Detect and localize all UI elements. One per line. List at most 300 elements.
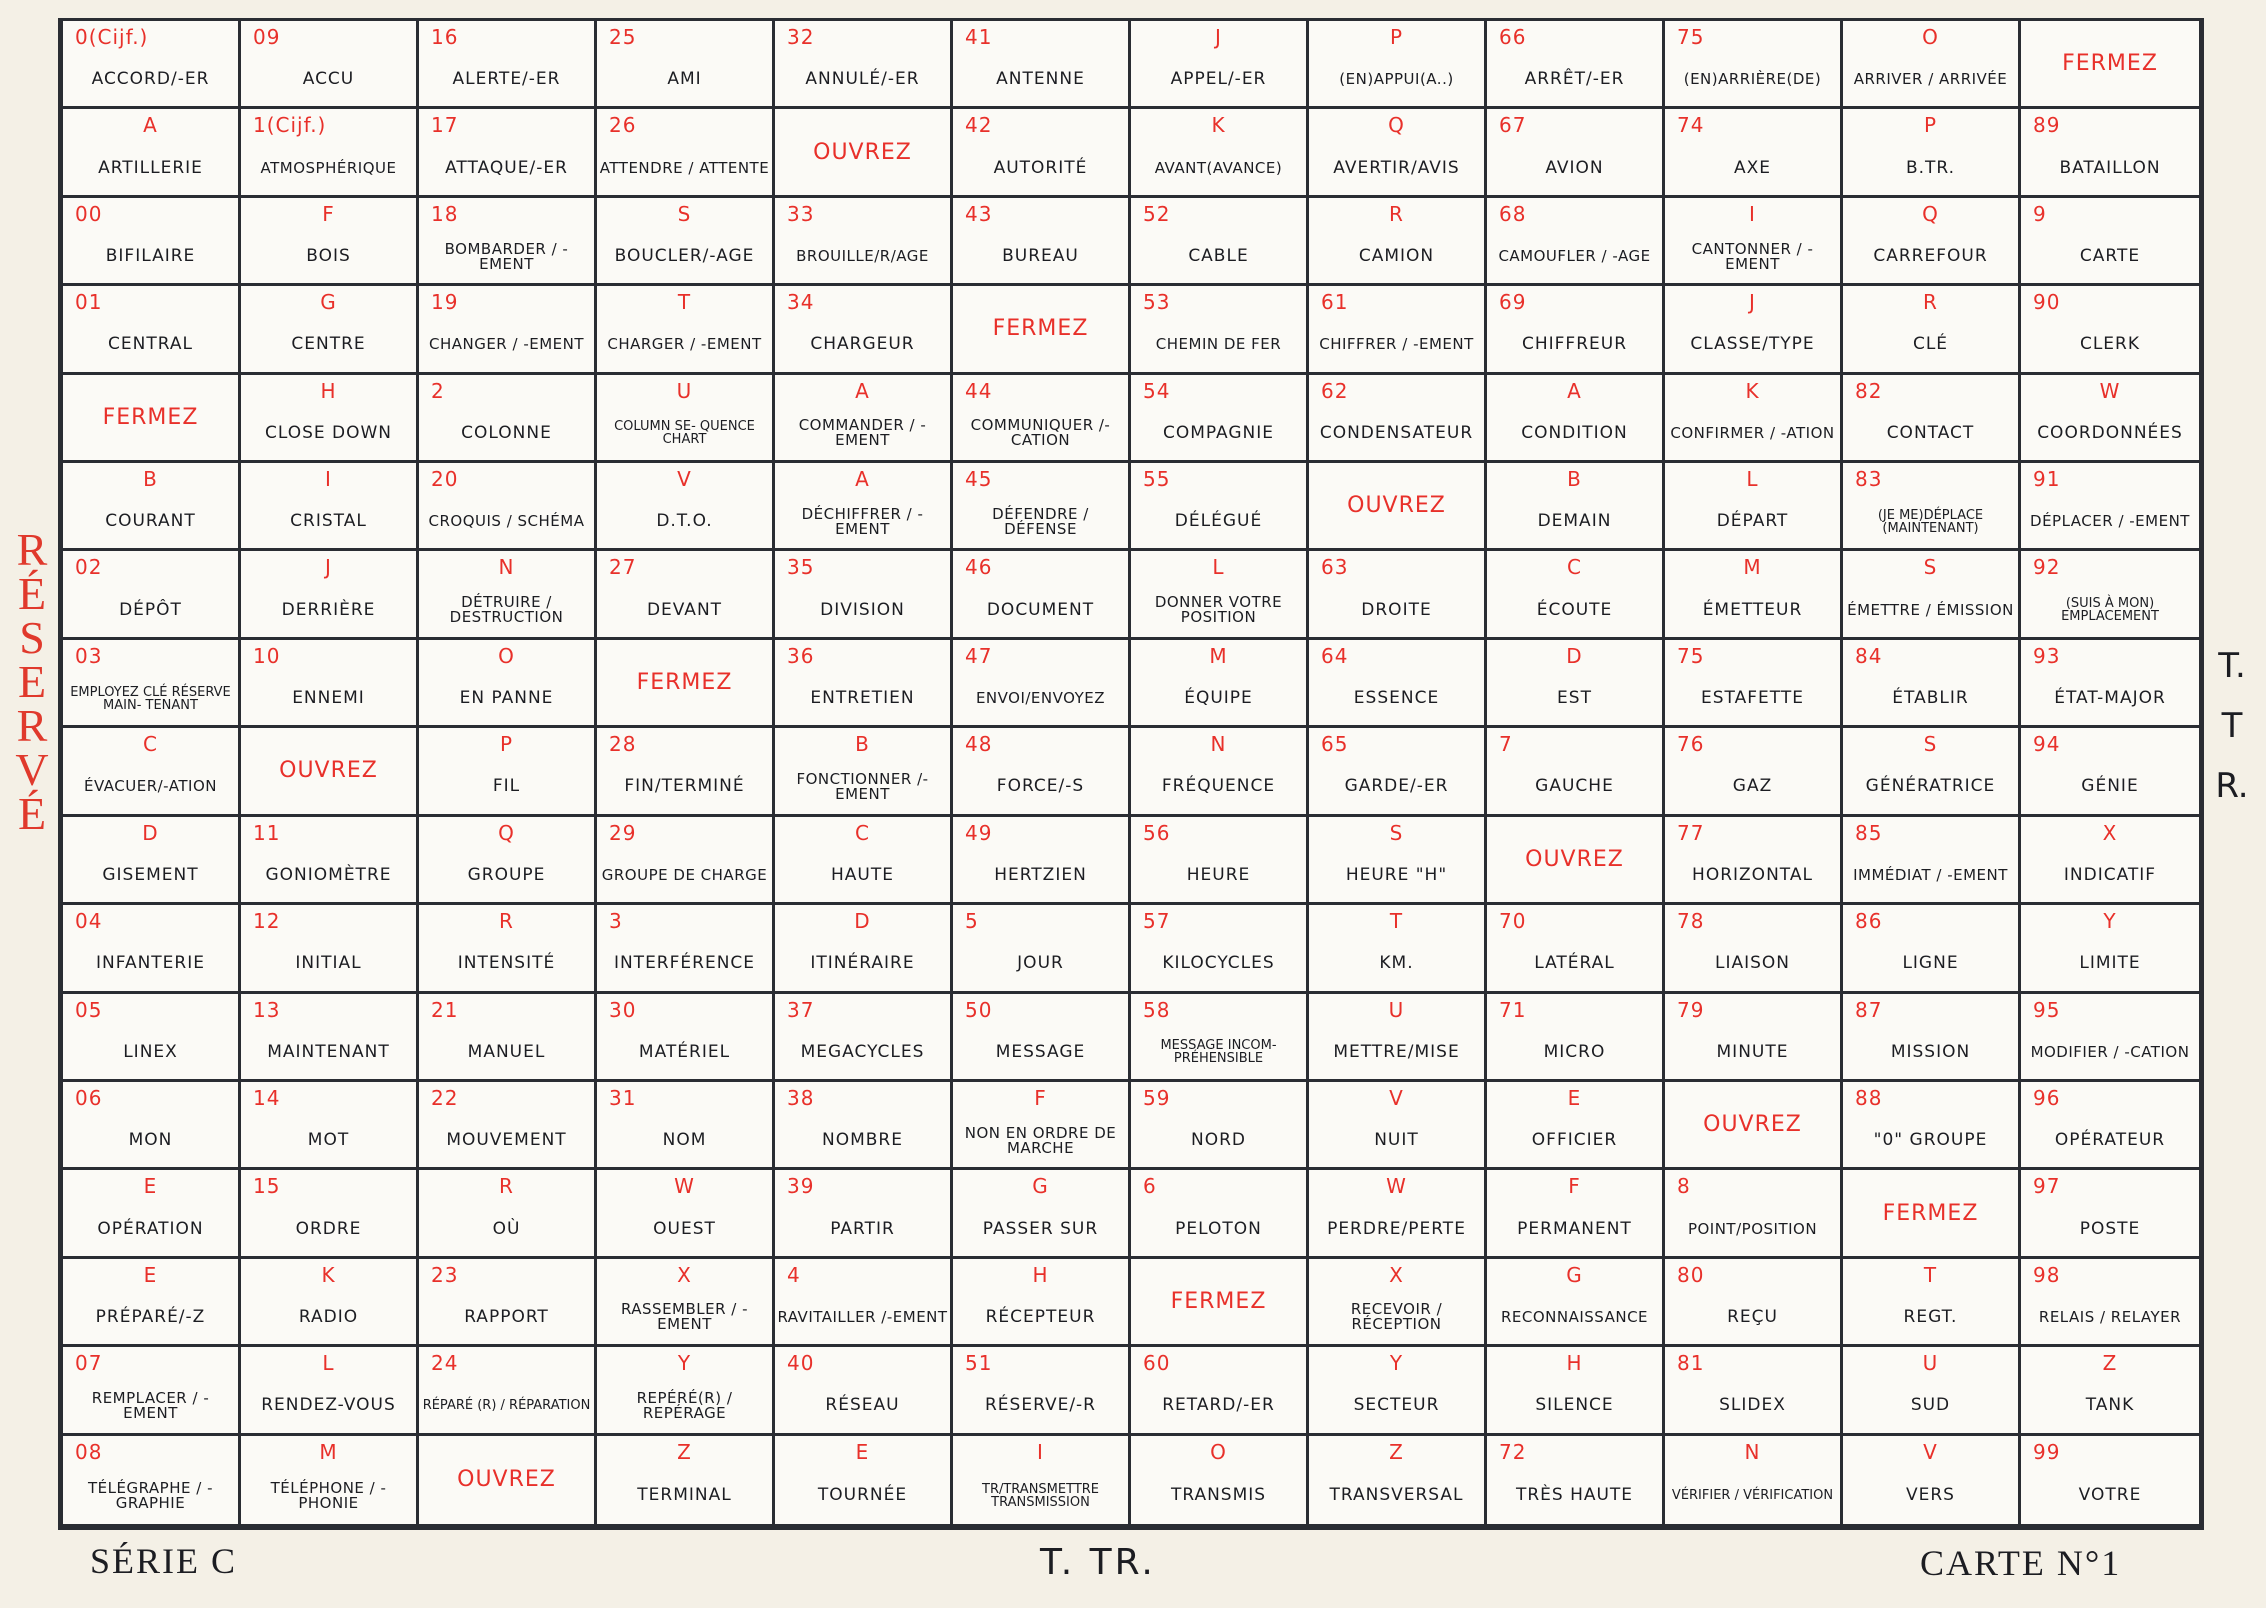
cell-word: FIN/TERMINÉ bbox=[624, 776, 745, 797]
cell-word: GÉNIE bbox=[2081, 776, 2139, 797]
cell-code: C bbox=[1567, 555, 1582, 580]
cell-word: EST bbox=[1557, 688, 1592, 709]
cell-code: F bbox=[322, 201, 335, 226]
code-cell bbox=[63, 463, 241, 551]
cell-code: D bbox=[142, 820, 159, 845]
cell-code: 66 bbox=[1499, 25, 1527, 49]
cell-word: ESSENCE bbox=[1353, 688, 1440, 709]
cell-code: 76 bbox=[1677, 732, 1705, 757]
cell-code: 83 bbox=[1855, 467, 1883, 492]
cell-word: PRÉPARÉ/-Z bbox=[95, 1306, 206, 1327]
code-cell bbox=[419, 1436, 597, 1524]
cell-word: ANNULÉ/-ER bbox=[805, 69, 920, 90]
code-cell bbox=[1309, 728, 1487, 816]
code-cell bbox=[1131, 817, 1309, 905]
cell-code: R bbox=[1923, 290, 1938, 315]
cell-word: RETARD/-ER bbox=[1162, 1395, 1275, 1416]
code-cell bbox=[1487, 1082, 1665, 1170]
cell-word: SECTEUR bbox=[1353, 1395, 1440, 1416]
cell-code: 36 bbox=[787, 643, 815, 668]
code-cell bbox=[775, 817, 953, 905]
cell-word: GISEMENT bbox=[102, 864, 199, 885]
code-cell bbox=[775, 21, 953, 109]
cell-word: LIAISON bbox=[1714, 953, 1791, 974]
cell-word: CHANGER / -EMENT bbox=[428, 335, 585, 354]
cell-word: PARTIR bbox=[830, 1218, 895, 1239]
code-cell bbox=[241, 905, 419, 993]
code-cell bbox=[775, 198, 953, 286]
cell-code: Y bbox=[2103, 909, 2117, 934]
code-cell bbox=[1131, 640, 1309, 728]
cell-word: OUVREZ bbox=[457, 1467, 556, 1493]
code-cell bbox=[775, 1259, 953, 1347]
cell-code: 22 bbox=[431, 1085, 459, 1110]
code-cell bbox=[775, 1347, 953, 1435]
cell-code: 02 bbox=[75, 555, 103, 580]
cell-code: 52 bbox=[1143, 201, 1171, 226]
cell-word: REMPLACER / -EMENT bbox=[91, 1388, 210, 1422]
code-cell bbox=[1665, 728, 1843, 816]
cell-word: ANTENNE bbox=[996, 69, 1085, 90]
cell-code: F bbox=[1034, 1085, 1047, 1110]
cell-code: R bbox=[1389, 201, 1404, 226]
cell-word: BOUCLER/-AGE bbox=[614, 246, 755, 267]
code-cell bbox=[1665, 198, 1843, 286]
cell-word: OUVREZ bbox=[1703, 1112, 1802, 1138]
code-cell bbox=[419, 286, 597, 374]
code-cell bbox=[1131, 1082, 1309, 1170]
cell-word: RAPPORT bbox=[464, 1306, 549, 1327]
cell-word: RENDEZ-VOUS bbox=[261, 1395, 396, 1416]
cell-word: MANUEL bbox=[467, 1041, 546, 1062]
code-cell bbox=[1131, 1170, 1309, 1258]
cell-code: Y bbox=[677, 1351, 692, 1376]
reserve-side-label bbox=[10, 524, 54, 839]
cell-code: 78 bbox=[1677, 909, 1705, 934]
cell-code: E bbox=[1567, 1085, 1582, 1110]
code-cell bbox=[953, 198, 1131, 286]
cell-word: NOM bbox=[662, 1130, 707, 1151]
cell-code: 21 bbox=[431, 997, 459, 1022]
cell-word: HEURE "H" bbox=[1345, 864, 1448, 885]
cell-word: METTRE/MISE bbox=[1333, 1041, 1460, 1062]
code-cell bbox=[775, 994, 953, 1082]
cell-code: T bbox=[1389, 909, 1404, 934]
ttr-letter: T bbox=[2221, 706, 2243, 746]
cell-code: 50 bbox=[965, 997, 993, 1022]
code-cell bbox=[63, 198, 241, 286]
carte-number: CARTE N°1 bbox=[1920, 1543, 2122, 1583]
cell-code: 79 bbox=[1677, 997, 1705, 1022]
cell-code: 98 bbox=[2033, 1262, 2061, 1287]
code-cell bbox=[63, 286, 241, 374]
cell-code: 16 bbox=[431, 25, 459, 49]
cell-code: G bbox=[1566, 1262, 1583, 1287]
code-cell bbox=[1487, 1259, 1665, 1347]
cell-code: 59 bbox=[1143, 1085, 1171, 1110]
code-cell bbox=[241, 640, 419, 728]
cell-word: INITIAL bbox=[295, 953, 362, 974]
code-cell bbox=[597, 728, 775, 816]
cell-code: E bbox=[855, 1439, 870, 1464]
cell-word: RELAIS / RELAYER bbox=[2038, 1307, 2182, 1326]
cell-code: O bbox=[1922, 25, 1939, 49]
cell-word: OPÉRATEUR bbox=[2054, 1130, 2166, 1151]
cell-word: B.TR. bbox=[1905, 157, 1956, 178]
code-cell bbox=[597, 1082, 775, 1170]
cell-word: GAZ bbox=[1732, 776, 1773, 797]
cell-code: S bbox=[1923, 555, 1938, 580]
cell-code: A bbox=[855, 467, 870, 492]
cell-word: CENTRAL bbox=[108, 334, 193, 355]
code-cell bbox=[1843, 551, 2021, 639]
cell-word: RADIO bbox=[298, 1306, 359, 1327]
cell-code: C bbox=[855, 820, 870, 845]
code-cell bbox=[1487, 905, 1665, 993]
cell-word: CRISTAL bbox=[290, 511, 367, 532]
cell-word: LIGNE bbox=[1902, 953, 1959, 974]
cell-code: 46 bbox=[965, 555, 993, 580]
code-cell bbox=[775, 905, 953, 993]
cell-code: 27 bbox=[609, 555, 637, 580]
cell-word: AVION bbox=[1545, 157, 1604, 178]
reserve-letter: E bbox=[17, 656, 47, 707]
cell-word: SLIDEX bbox=[1719, 1395, 1786, 1416]
code-cell bbox=[241, 551, 419, 639]
cell-code: R bbox=[499, 1174, 514, 1199]
cell-code: 12 bbox=[253, 909, 281, 934]
cell-word: LIMITE bbox=[2079, 953, 2141, 974]
cell-code: 3 bbox=[609, 909, 623, 934]
code-cell bbox=[2021, 375, 2199, 463]
code-cell bbox=[953, 1347, 1131, 1435]
cell-word: NUIT bbox=[1374, 1130, 1419, 1151]
cell-code: 91 bbox=[2033, 467, 2061, 492]
cell-word: CROQUIS / SCHÉMA bbox=[428, 512, 585, 531]
cell-code: A bbox=[855, 378, 870, 403]
cell-code: 00 bbox=[75, 201, 103, 226]
cell-word: MOT bbox=[307, 1130, 350, 1151]
cell-code: 26 bbox=[609, 113, 637, 138]
cell-word: MEGACYCLES bbox=[800, 1041, 925, 1062]
cell-word: LINEX bbox=[123, 1041, 178, 1062]
cell-word: INDICATIF bbox=[2063, 864, 2157, 885]
cell-code: 45 bbox=[965, 467, 993, 492]
code-cell bbox=[1487, 109, 1665, 197]
cell-word: COORDONNÉES bbox=[2037, 422, 2183, 443]
code-cell bbox=[597, 1259, 775, 1347]
cell-code: X bbox=[677, 1262, 692, 1287]
code-cell bbox=[1309, 1259, 1487, 1347]
cell-code: 40 bbox=[787, 1351, 815, 1376]
cell-word: DÉPLACER / -EMENT bbox=[2030, 512, 2190, 531]
cell-code: W bbox=[2099, 378, 2121, 403]
cell-word: TRÈS HAUTE bbox=[1515, 1485, 1634, 1506]
cell-code: 95 bbox=[2033, 997, 2061, 1022]
code-cell bbox=[419, 1082, 597, 1170]
cell-word: VÉRIFIER / VÉRIFICATION bbox=[1671, 1488, 1834, 1504]
code-cell bbox=[1309, 817, 1487, 905]
code-cell bbox=[1665, 1436, 1843, 1524]
code-cell bbox=[1487, 286, 1665, 374]
cell-code: N bbox=[1210, 732, 1227, 757]
cell-word: HEURE bbox=[1186, 864, 1251, 885]
cell-code: 74 bbox=[1677, 113, 1705, 138]
cell-code: B bbox=[1567, 467, 1582, 492]
cell-code: 62 bbox=[1321, 378, 1349, 403]
cell-code: 04 bbox=[75, 909, 103, 934]
code-cell bbox=[1843, 994, 2021, 1082]
cell-word: CONDITION bbox=[1521, 422, 1628, 443]
code-cell bbox=[775, 1436, 953, 1524]
code-cell bbox=[1487, 640, 1665, 728]
code-cell bbox=[1131, 198, 1309, 286]
cell-code: 09 bbox=[253, 25, 281, 49]
cell-word: ITINÉRAIRE bbox=[810, 953, 915, 974]
cell-code: 48 bbox=[965, 732, 993, 757]
code-cell bbox=[241, 994, 419, 1082]
cell-code: H bbox=[320, 378, 337, 403]
cell-code: T bbox=[1923, 1262, 1938, 1287]
code-cell bbox=[63, 1082, 241, 1170]
cell-code: 15 bbox=[253, 1174, 281, 1199]
cell-code: B bbox=[855, 732, 870, 757]
cell-word: MAINTENANT bbox=[267, 1041, 390, 1062]
cell-code: X bbox=[2102, 820, 2118, 845]
code-cell bbox=[63, 728, 241, 816]
cell-word: AVANT(AVANCE) bbox=[1154, 158, 1283, 177]
cell-code: 63 bbox=[1321, 555, 1349, 580]
code-cell bbox=[1665, 905, 1843, 993]
cell-word: LATÉRAL bbox=[1534, 953, 1615, 974]
cell-word: REGT. bbox=[1903, 1306, 1958, 1327]
cell-word: JOUR bbox=[1017, 953, 1064, 974]
code-cell bbox=[1131, 21, 1309, 109]
code-cell bbox=[1487, 21, 1665, 109]
code-cell bbox=[63, 109, 241, 197]
code-cell bbox=[1843, 198, 2021, 286]
code-cell bbox=[1131, 375, 1309, 463]
cell-word: RÉSEAU bbox=[825, 1395, 900, 1416]
cell-word: MESSAGE bbox=[995, 1041, 1086, 1062]
code-cell bbox=[1309, 109, 1487, 197]
code-cell bbox=[1309, 375, 1487, 463]
code-cell bbox=[1309, 640, 1487, 728]
cell-word: DÉLÉGUÉ bbox=[1174, 511, 1263, 532]
cell-code: 24 bbox=[431, 1351, 459, 1376]
cell-word: IMMÉDIAT / -EMENT bbox=[1853, 865, 2008, 884]
code-cell bbox=[597, 109, 775, 197]
cell-code: 92 bbox=[2033, 555, 2061, 580]
cell-word: PELOTON bbox=[1175, 1218, 1262, 1239]
code-cell bbox=[63, 1259, 241, 1347]
cell-code: E bbox=[143, 1262, 158, 1287]
cell-code: I bbox=[1749, 201, 1756, 226]
cell-word: FONCTIONNER /-EMENT bbox=[796, 769, 929, 803]
cell-word: HORIZONTAL bbox=[1692, 864, 1813, 885]
cell-code: K bbox=[1745, 378, 1760, 403]
cell-code: 11 bbox=[253, 820, 281, 845]
cell-word: PERDRE/PERTE bbox=[1327, 1218, 1466, 1239]
cell-word: INTENSITÉ bbox=[457, 953, 556, 974]
cell-code: 53 bbox=[1143, 290, 1171, 315]
cell-word: INFANTERIE bbox=[96, 953, 205, 974]
cell-code: 85 bbox=[1855, 820, 1883, 845]
cell-word: PERMANENT bbox=[1517, 1218, 1632, 1239]
cell-word: MATÉRIEL bbox=[638, 1041, 731, 1062]
code-cell bbox=[953, 728, 1131, 816]
cell-code: 93 bbox=[2033, 643, 2061, 668]
cell-code: O bbox=[1210, 1439, 1227, 1464]
code-cell bbox=[1665, 551, 1843, 639]
code-cell bbox=[1131, 286, 1309, 374]
code-cell bbox=[1487, 728, 1665, 816]
cell-word: CHARGER / -EMENT bbox=[607, 335, 762, 354]
cell-code: 44 bbox=[965, 378, 993, 403]
cell-word: FORCE/-S bbox=[996, 776, 1085, 797]
cell-word: VERS bbox=[1906, 1485, 1955, 1506]
cell-word: MICRO bbox=[1543, 1041, 1606, 1062]
code-cell bbox=[1487, 1170, 1665, 1258]
cell-code: S bbox=[677, 201, 692, 226]
code-cell bbox=[1665, 994, 1843, 1082]
cell-word: ORDRE bbox=[295, 1218, 362, 1239]
code-cell bbox=[1843, 640, 2021, 728]
cell-word: MINUTE bbox=[1716, 1041, 1789, 1062]
cell-code: 33 bbox=[787, 201, 815, 226]
code-cell bbox=[241, 1170, 419, 1258]
cell-word: BATAILLON bbox=[2059, 157, 2161, 178]
code-cell bbox=[775, 551, 953, 639]
cell-word: CAMION bbox=[1358, 246, 1435, 267]
reserve-letter: R bbox=[16, 700, 48, 751]
code-cell bbox=[1487, 198, 1665, 286]
code-cell bbox=[419, 1170, 597, 1258]
cell-word: FERMEZ bbox=[1170, 1288, 1267, 1314]
cell-word: TRANSVERSAL bbox=[1329, 1485, 1464, 1506]
cell-word: GARDE/-ER bbox=[1344, 776, 1449, 797]
code-cell bbox=[1665, 1082, 1843, 1170]
cell-code: T bbox=[677, 290, 692, 315]
cell-code: 30 bbox=[609, 997, 637, 1022]
cell-code: 67 bbox=[1499, 113, 1527, 138]
code-cell bbox=[953, 1082, 1131, 1170]
cell-code: P bbox=[1389, 25, 1404, 49]
code-cell bbox=[1487, 1347, 1665, 1435]
cell-word: AMI bbox=[667, 69, 702, 90]
cell-code: 38 bbox=[787, 1085, 815, 1110]
cell-word: OPÉRATION bbox=[97, 1218, 204, 1239]
code-cell bbox=[953, 109, 1131, 197]
cell-code: 84 bbox=[1855, 643, 1883, 668]
code-cell bbox=[1131, 905, 1309, 993]
code-cell bbox=[419, 198, 597, 286]
cell-word: FERMEZ bbox=[992, 316, 1089, 342]
cell-code: 07 bbox=[75, 1351, 103, 1376]
code-cell bbox=[1487, 463, 1665, 551]
cell-word: CLASSE/TYPE bbox=[1690, 334, 1815, 355]
cell-word: FERMEZ bbox=[102, 404, 199, 430]
cell-word: (SUIS À MON) EMPLACEMENT bbox=[2061, 596, 2159, 625]
cell-code: 97 bbox=[2033, 1174, 2061, 1199]
cell-word: BUREAU bbox=[1002, 246, 1079, 267]
cell-code: 34 bbox=[787, 290, 815, 315]
code-cell bbox=[1309, 286, 1487, 374]
code-cell bbox=[597, 375, 775, 463]
code-cell bbox=[1843, 1347, 2021, 1435]
cell-code: 77 bbox=[1677, 820, 1705, 845]
cell-code: 18 bbox=[431, 201, 459, 226]
cell-code: 1(Cijf.) bbox=[253, 113, 327, 138]
cell-code: M bbox=[319, 1439, 338, 1464]
cell-code: 5 bbox=[965, 909, 979, 934]
cell-code: N bbox=[1744, 1439, 1761, 1464]
code-cell bbox=[1665, 817, 1843, 905]
cell-code: 89 bbox=[2033, 113, 2061, 138]
cell-word: CONFIRMER / -ATION bbox=[1670, 423, 1835, 442]
cell-word: ÉMETTRE / ÉMISSION bbox=[1847, 600, 2014, 619]
cell-code: 90 bbox=[2033, 290, 2061, 315]
cell-word: FIL bbox=[492, 776, 521, 797]
code-cell bbox=[1309, 198, 1487, 286]
cell-code: S bbox=[1923, 732, 1938, 757]
code-cell bbox=[419, 905, 597, 993]
code-cell bbox=[63, 817, 241, 905]
ttr-side-label bbox=[2210, 636, 2254, 816]
cell-word: NOMBRE bbox=[822, 1130, 903, 1151]
cell-code: B bbox=[143, 467, 158, 492]
cell-word: OUVREZ bbox=[279, 758, 378, 784]
code-cell bbox=[419, 728, 597, 816]
cell-word: MISSION bbox=[1890, 1041, 1971, 1062]
cell-word: CHARGEUR bbox=[810, 334, 915, 355]
code-cell bbox=[1843, 817, 2021, 905]
cell-word: CLÉ bbox=[1912, 334, 1949, 355]
code-cell bbox=[1843, 728, 2021, 816]
code-cell bbox=[953, 994, 1131, 1082]
cell-code: 20 bbox=[431, 467, 459, 492]
cell-code: 4 bbox=[787, 1262, 801, 1287]
code-cell bbox=[775, 640, 953, 728]
reserve-letter: É bbox=[17, 788, 47, 839]
cell-word: DEVANT bbox=[646, 599, 723, 620]
cell-word: DÉFENDRE / DÉFENSE bbox=[992, 504, 1089, 538]
code-cell bbox=[1843, 375, 2021, 463]
cell-code: H bbox=[1032, 1262, 1049, 1287]
cell-word: ATTAQUE/-ER bbox=[445, 157, 568, 178]
cell-code: 55 bbox=[1143, 467, 1171, 492]
cell-word: OUVREZ bbox=[813, 139, 912, 165]
cell-word: DEMAIN bbox=[1537, 511, 1612, 532]
code-cell bbox=[1309, 463, 1487, 551]
code-cell bbox=[1665, 21, 1843, 109]
code-cell bbox=[1843, 109, 2021, 197]
cell-code: V bbox=[1389, 1085, 1404, 1110]
code-cell bbox=[953, 817, 1131, 905]
cell-code: V bbox=[1923, 1439, 1938, 1464]
cell-word: MON bbox=[128, 1130, 173, 1151]
code-cell bbox=[241, 728, 419, 816]
cell-word: VOTRE bbox=[2078, 1485, 2142, 1506]
code-cell bbox=[1665, 109, 1843, 197]
cell-word: GAUCHE bbox=[1535, 776, 1614, 797]
code-cell bbox=[597, 1347, 775, 1435]
cell-code: U bbox=[676, 378, 693, 403]
reserve-letter: V bbox=[15, 744, 49, 795]
code-cell bbox=[1131, 109, 1309, 197]
cell-code: 47 bbox=[965, 643, 993, 668]
cell-code: C bbox=[143, 732, 158, 757]
